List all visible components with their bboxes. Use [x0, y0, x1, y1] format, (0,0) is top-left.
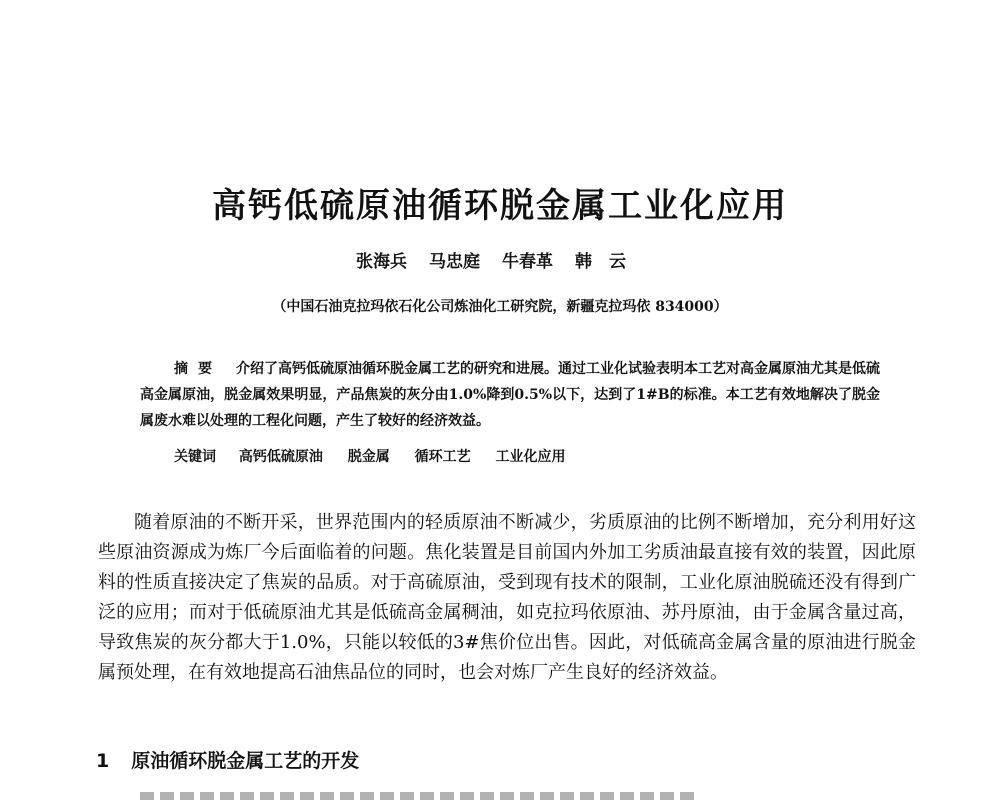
author-list [356, 247, 676, 272]
abstract-label: 摘要 [174, 361, 222, 377]
section-heading [96, 746, 359, 773]
section-number: 1 [96, 750, 110, 772]
keyword: 脱金属 [347, 449, 390, 465]
affiliation: （中国石油克拉玛依石化公司炼油化工研究院，新疆克拉玛依 834000） [272, 299, 728, 315]
keyword: 工业化应用 [495, 449, 566, 465]
abstract-text: 介绍了高钙低硫原油循环脱金属工艺的研究和进展。通过工业化试验表明本工艺对高金属原油尤其是低硫高金属原油，脱金属效果明显，产品焦炭的灰分由1.0%降到0.5%以下，达到了1#B的标准。本工艺有效地解决了脱金属废水难以处理的工程化问题，产生了较好的经济效益。 [140, 361, 880, 429]
keyword: 高钙低硫原油 [238, 449, 323, 465]
keyword: 循环工艺 [414, 449, 471, 465]
intro-paragraph: 随着原油的不断开采，世界范围内的轻质原油不断减少，劣质原油的比例不断增加，充分利用好这些原油资源成为炼厂今后面临着的问题。焦化装置是目前国内外加工劣质油最直接有效的装置，因此原料的性质直接决定了焦炭的品质。对于高硫原油，受到现有技术的限制，工业化原油脱硫还没有得到广泛的应用；而对于低硫原油尤其是低硫高金属稠油，如克拉玛依原油、苏丹原油，由于金属含量过高，导致焦炭的灰分都大于1.0%，只能以较低的3#焦价位出售。因此，对低硫高金属含量的原油进行脱金属预处理，在有效地提高石油焦品位的同时，也会对炼厂产生良好的经济效益。 [98, 512, 916, 683]
abstract [140, 356, 880, 434]
paper-title: 高钙低硫原油循环脱金属工业化应用 [212, 186, 788, 226]
author-name: 马忠庭 [429, 252, 480, 272]
author-name: 牛春革 [502, 252, 553, 272]
keywords [174, 446, 874, 466]
section-title: 原油循环脱金属工艺的开发 [131, 750, 360, 772]
author-name: 张海兵 [356, 252, 407, 272]
author-name: 韩 云 [575, 252, 626, 272]
keywords-label: 关键词 [174, 449, 216, 465]
cropped-text-line [140, 792, 700, 800]
